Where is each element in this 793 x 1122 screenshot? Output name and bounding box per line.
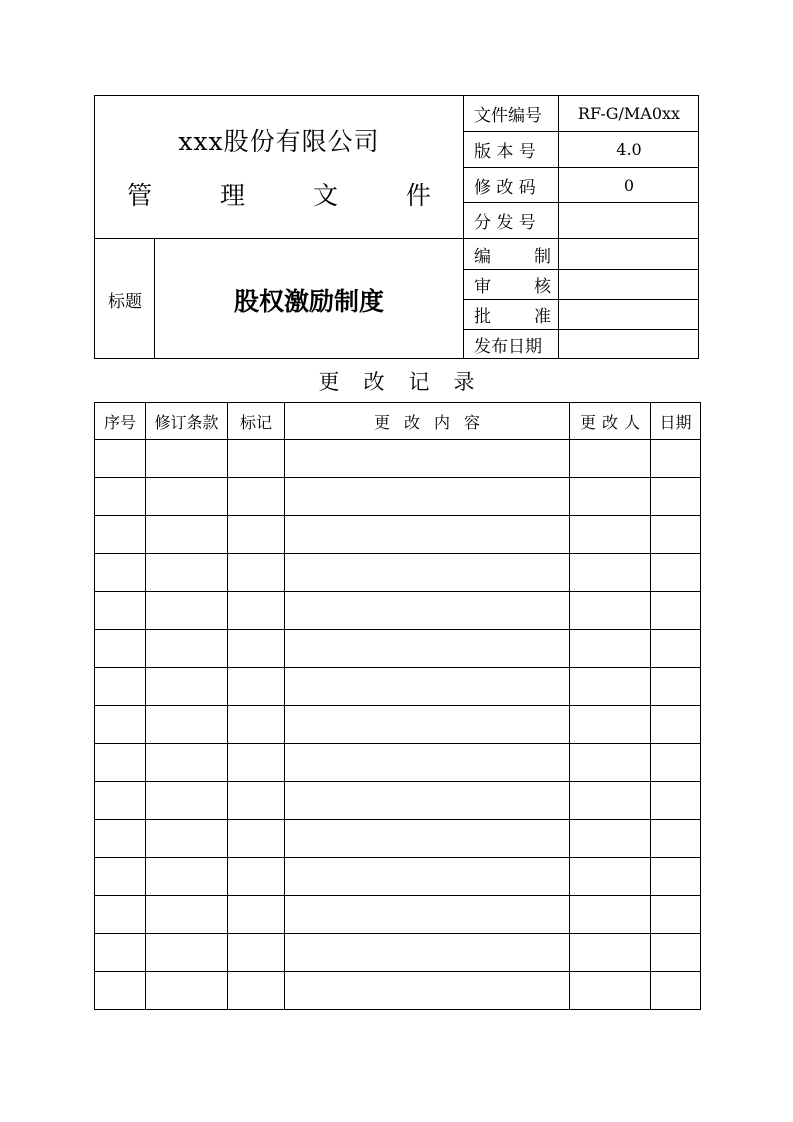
cell-changed-by[interactable] xyxy=(570,972,651,1010)
cell-revised-clause[interactable] xyxy=(146,972,228,1010)
cell-number[interactable] xyxy=(95,478,146,516)
cell-number[interactable] xyxy=(95,744,146,782)
cell-date[interactable] xyxy=(651,592,701,630)
column-header-revised-clause: 修订条款 xyxy=(146,403,228,440)
cell-mark[interactable] xyxy=(228,934,285,972)
distribution-number-label: 分 发 号 xyxy=(474,213,536,233)
cell-revised-clause[interactable] xyxy=(146,668,228,706)
cell-number[interactable] xyxy=(95,972,146,1010)
cell-number[interactable] xyxy=(95,554,146,592)
approved-by-label xyxy=(464,300,559,329)
cell-date[interactable] xyxy=(651,744,701,782)
cell-change-content[interactable] xyxy=(285,858,570,896)
cell-date[interactable] xyxy=(651,668,701,706)
document-type: 管 理 文 件 xyxy=(127,181,461,210)
file-number-label: 文件编号 xyxy=(474,106,542,126)
cell-changed-by[interactable] xyxy=(570,934,651,972)
cell-changed-by[interactable] xyxy=(570,744,651,782)
cell-number[interactable] xyxy=(95,516,146,554)
table-row xyxy=(95,782,701,820)
cell-changed-by[interactable] xyxy=(570,554,651,592)
table-row xyxy=(95,858,701,896)
cell-mark[interactable] xyxy=(228,782,285,820)
cell-number[interactable] xyxy=(95,858,146,896)
table-row xyxy=(95,630,701,668)
cell-date[interactable] xyxy=(651,782,701,820)
cell-changed-by[interactable] xyxy=(570,592,651,630)
table-row xyxy=(95,592,701,630)
column-header-date: 日期 xyxy=(651,403,701,440)
reviewed-by-label-char-1: 审 xyxy=(474,277,491,297)
cell-mark[interactable] xyxy=(228,706,285,744)
change-record-table xyxy=(94,402,701,1010)
cell-mark[interactable] xyxy=(228,972,285,1010)
cell-revised-clause[interactable] xyxy=(146,592,228,630)
cell-mark[interactable] xyxy=(228,592,285,630)
cell-change-content[interactable] xyxy=(285,630,570,668)
table-row xyxy=(95,478,701,516)
cell-mark[interactable] xyxy=(228,820,285,858)
cell-changed-by[interactable] xyxy=(570,858,651,896)
cell-changed-by[interactable] xyxy=(570,440,651,478)
document-title: 股权激励制度 xyxy=(233,286,384,316)
cell-date[interactable] xyxy=(651,858,701,896)
cell-change-content[interactable] xyxy=(285,706,570,744)
cell-mark[interactable] xyxy=(228,516,285,554)
cell-change-content[interactable] xyxy=(285,668,570,706)
cell-changed-by[interactable] xyxy=(570,820,651,858)
table-row xyxy=(95,516,701,554)
column-header-changed-by: 更改人 xyxy=(570,403,651,440)
prepared-by-label xyxy=(464,239,559,269)
table-row xyxy=(95,934,701,972)
cell-number[interactable] xyxy=(95,706,146,744)
table-row xyxy=(95,820,701,858)
cell-date[interactable] xyxy=(651,820,701,858)
cell-date[interactable] xyxy=(651,554,701,592)
approved-by-label-char-2: 准 xyxy=(534,307,551,327)
cell-mark[interactable] xyxy=(228,744,285,782)
revision-code-value: 0 xyxy=(623,175,635,195)
cell-revised-clause[interactable] xyxy=(146,440,228,478)
cell-revised-clause[interactable] xyxy=(146,478,228,516)
cell-changed-by[interactable] xyxy=(570,516,651,554)
distribution-number-value xyxy=(559,203,699,238)
cell-changed-by[interactable] xyxy=(570,630,651,668)
cell-mark[interactable] xyxy=(228,554,285,592)
table-row xyxy=(95,554,701,592)
cell-date[interactable] xyxy=(651,706,701,744)
cell-changed-by[interactable] xyxy=(570,706,651,744)
cell-revised-clause[interactable] xyxy=(146,820,228,858)
cell-date[interactable] xyxy=(651,934,701,972)
reviewed-by-label xyxy=(464,270,559,299)
cell-change-content[interactable] xyxy=(285,592,570,630)
cell-change-content[interactable] xyxy=(285,744,570,782)
column-header-mark: 标记 xyxy=(228,403,285,440)
cell-revised-clause[interactable] xyxy=(146,630,228,668)
cell-revised-clause[interactable] xyxy=(146,858,228,896)
cell-revised-clause[interactable] xyxy=(146,516,228,554)
document-header xyxy=(94,95,699,359)
cell-change-content[interactable] xyxy=(285,896,570,934)
cell-date[interactable] xyxy=(651,630,701,668)
company-block xyxy=(95,96,463,239)
table-row xyxy=(95,668,701,706)
table-row xyxy=(95,972,701,1010)
table-row xyxy=(95,744,701,782)
cell-mark[interactable] xyxy=(228,668,285,706)
cell-number[interactable] xyxy=(95,934,146,972)
cell-change-content[interactable] xyxy=(285,516,570,554)
cell-changed-by[interactable] xyxy=(570,782,651,820)
reviewed-by-label-char-2: 核 xyxy=(534,277,551,297)
cell-revised-clause[interactable] xyxy=(146,934,228,972)
release-date-label: 发布日期 xyxy=(474,336,542,357)
approved-by-label-char-1: 批 xyxy=(474,307,491,327)
table-header-row xyxy=(95,403,701,440)
cell-number[interactable] xyxy=(95,440,146,478)
cell-change-content[interactable] xyxy=(285,440,570,478)
cell-mark[interactable] xyxy=(228,896,285,934)
table-row xyxy=(95,440,701,478)
cell-date[interactable] xyxy=(651,440,701,478)
prepared-by-value xyxy=(559,239,699,269)
cell-number[interactable] xyxy=(95,820,146,858)
cell-date[interactable] xyxy=(651,478,701,516)
version-value: 4.0 xyxy=(616,140,642,159)
change-record-body xyxy=(95,440,701,1010)
column-header-change-content: 更改内容 xyxy=(285,403,570,440)
cell-date[interactable] xyxy=(651,516,701,554)
change-record-title: 更改记录 xyxy=(318,370,499,394)
approved-by-value xyxy=(559,300,699,329)
cell-change-content[interactable] xyxy=(285,972,570,1010)
cell-change-content[interactable] xyxy=(285,478,570,516)
cell-change-content[interactable] xyxy=(285,820,570,858)
cell-changed-by[interactable] xyxy=(570,896,651,934)
company-name: xxx股份有限公司 xyxy=(178,127,380,156)
cell-mark[interactable] xyxy=(228,630,285,668)
release-date-value xyxy=(559,330,699,358)
cell-number[interactable] xyxy=(95,668,146,706)
file-number-value: RF-G/MA0xx xyxy=(577,104,681,123)
cell-change-content[interactable] xyxy=(285,934,570,972)
cell-number[interactable] xyxy=(95,630,146,668)
table-row xyxy=(95,706,701,744)
cell-revised-clause[interactable] xyxy=(146,706,228,744)
cell-number[interactable] xyxy=(95,592,146,630)
cell-revised-clause[interactable] xyxy=(146,896,228,934)
prepared-by-label-char-1: 编 xyxy=(474,246,491,267)
cell-revised-clause[interactable] xyxy=(146,554,228,592)
prepared-by-label-char-2: 制 xyxy=(534,246,551,267)
table-row xyxy=(95,896,701,934)
reviewed-by-value xyxy=(559,270,699,299)
cell-revised-clause[interactable] xyxy=(146,782,228,820)
cell-date[interactable] xyxy=(651,896,701,934)
version-label: 版 本 号 xyxy=(474,142,536,162)
cell-changed-by[interactable] xyxy=(570,668,651,706)
cell-date[interactable] xyxy=(651,972,701,1010)
cell-changed-by[interactable] xyxy=(570,478,651,516)
revision-code-label: 修 改 码 xyxy=(474,177,536,198)
cell-mark[interactable] xyxy=(228,478,285,516)
cell-revised-clause[interactable] xyxy=(146,744,228,782)
cell-mark[interactable] xyxy=(228,440,285,478)
title-label: 标题 xyxy=(108,292,142,312)
cell-change-content[interactable] xyxy=(285,782,570,820)
column-header-number: 序号 xyxy=(95,403,146,440)
cell-number[interactable] xyxy=(95,896,146,934)
cell-mark[interactable] xyxy=(228,858,285,896)
cell-change-content[interactable] xyxy=(285,554,570,592)
cell-number[interactable] xyxy=(95,782,146,820)
